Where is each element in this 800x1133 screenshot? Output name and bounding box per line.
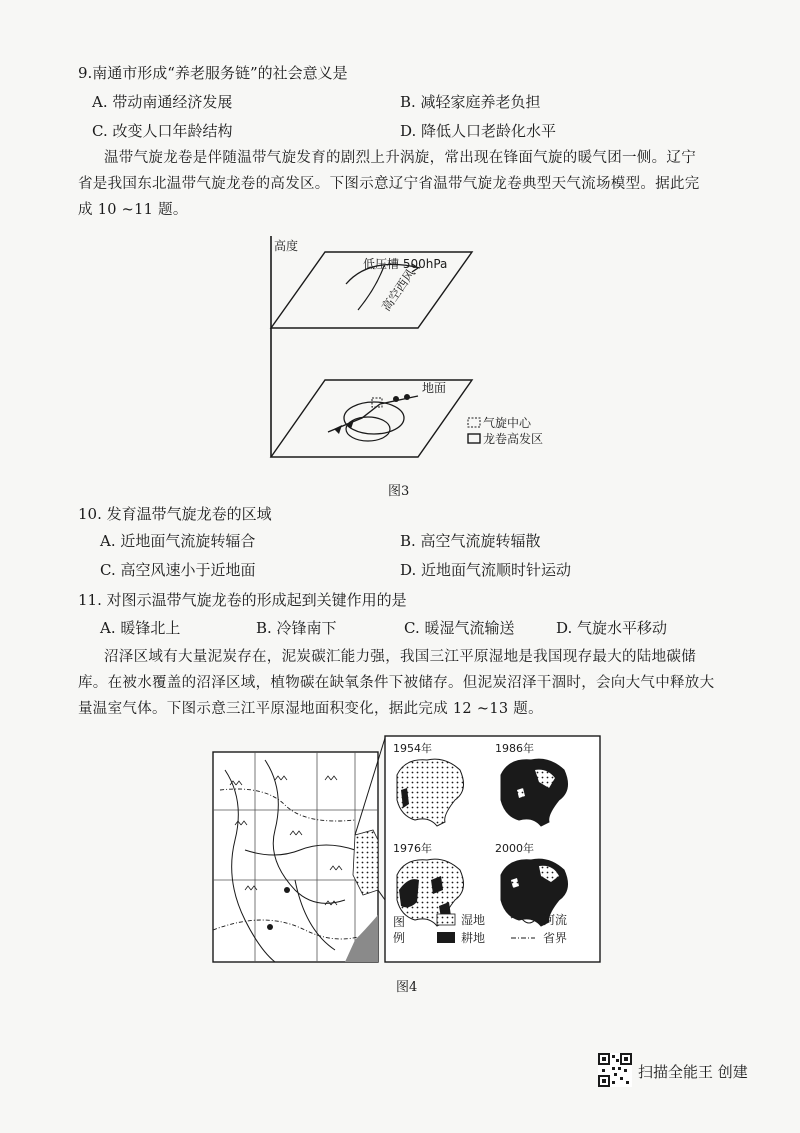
cold-front <box>328 404 380 432</box>
figure-4-map <box>205 730 605 970</box>
legend-farmland-label: 耕地 <box>461 931 486 945</box>
intro2-line2: 库。在被水覆盖的沼泽区域，植物碳在缺氧条件下被储存。但泥炭沼泽干涸时，会向大气中释放大 <box>78 675 715 691</box>
q10-stem: 10. 发育温带气旋龙卷的区域 <box>78 505 272 523</box>
year-1954-label: 1954年 <box>393 742 432 755</box>
q9-option-b: B. 减轻家庭养老负担 <box>400 93 541 111</box>
legend-title-2: 例 <box>393 931 406 945</box>
legend-cyclone-label: 气旋中心 <box>483 416 532 430</box>
q9-option-d: D. 降低人口老龄化水平 <box>400 122 557 140</box>
q10-option-a: A. 近地面气流旋转辐合 <box>100 532 256 550</box>
figure-4-caption: 图4 <box>396 980 418 995</box>
westerly-label: 高空西风 <box>378 266 418 314</box>
figure-3-caption: 图3 <box>388 484 410 499</box>
q10-option-d: D. 近地面气流顺时针运动 <box>400 561 572 579</box>
intro2-line3: 量温室气体。下图示意三江平原湿地面积变化，据此完成 12 ~13 题。 <box>78 701 543 717</box>
intro2-line1: 沼泽区域有大量泥炭存在，泥炭碳汇能力强，我国三江平原湿地是我国现存最大的陆地碳储 <box>104 649 696 665</box>
q11-option-c: C. 暖湿气流输送 <box>404 619 515 637</box>
legend-cyclone-symbol <box>468 418 480 427</box>
legend-border-label: 省界 <box>543 931 568 945</box>
legend-title-1: 图 <box>393 915 406 929</box>
q9-option-a: A. 带动南通经济发展 <box>92 93 233 111</box>
q10-option-b: B. 高空气流旋转辐散 <box>400 532 541 550</box>
year-1986-label: 1986年 <box>495 742 534 755</box>
legend-tornado-label: 龙卷高发区 <box>483 432 544 446</box>
q11-option-d: D. 气旋水平移动 <box>556 619 668 637</box>
q9-option-c: C. 改变人口年龄结构 <box>92 122 233 140</box>
legend-wetland-symbol <box>437 914 455 925</box>
qr-code-icon <box>598 1053 632 1087</box>
legend-river-label: 河流 <box>543 913 568 927</box>
city-marker <box>284 887 290 893</box>
q10-option-c: C. 高空风速小于近地面 <box>100 561 256 579</box>
legend-wetland-label: 湿地 <box>461 913 486 927</box>
warm-front <box>380 396 418 404</box>
city-marker <box>267 924 273 930</box>
q11-option-b: B. 冷锋南下 <box>256 619 337 637</box>
intro1-line1: 温带气旋龙卷是伴随温带气旋发育的剧烈上升涡旋，常出现在锋面气旋的暖气团一侧。辽宁 <box>104 150 696 166</box>
q11-option-a: A. 暖锋北上 <box>100 619 181 637</box>
year-1976-label: 1976年 <box>393 842 432 855</box>
figure-3-diagram <box>250 232 580 472</box>
main-map-frame <box>213 752 378 962</box>
legend-tornado-symbol <box>468 434 480 443</box>
year-2000-label: 2000年 <box>495 842 534 855</box>
scanner-watermark: 扫描全能王 创建 <box>638 1063 748 1081</box>
q9-stem: 9.南通市形成“养老服务链”的社会意义是 <box>78 64 348 82</box>
intro1-line2: 省是我国东北温带气旋龙卷的高发区。下图示意辽宁省温带气旋龙卷典型天气流场模型。据此完 <box>78 176 700 192</box>
ground-label: 地面 <box>422 381 447 395</box>
intro1-line3: 成 10 ~11 题。 <box>78 202 188 218</box>
height-axis-label: 高度 <box>274 239 299 253</box>
legend-farmland-symbol <box>437 932 455 943</box>
trough-label: 低压槽 500hPa <box>363 257 448 271</box>
q11-stem: 11. 对图示温带气旋龙卷的形成起到关键作用的是 <box>78 591 407 609</box>
